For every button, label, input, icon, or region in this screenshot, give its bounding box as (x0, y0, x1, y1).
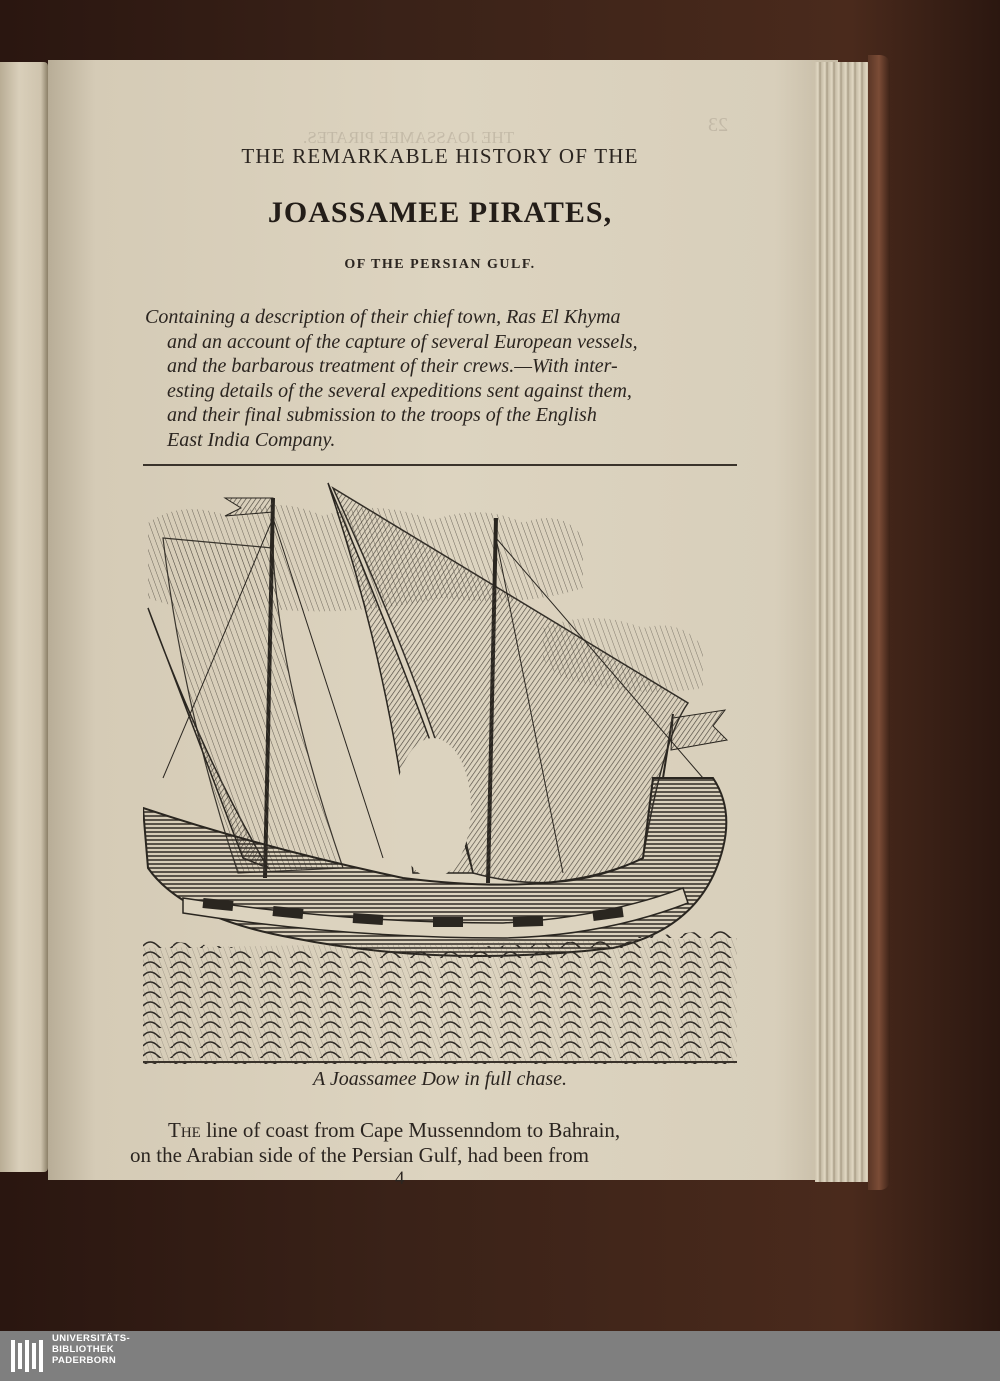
title-line-1: THE REMARKABLE HISTORY OF THE (241, 144, 639, 168)
body-line: on the Arabian side of the Persian Gulf, had been from (130, 1143, 589, 1167)
library-line: UNIVERSITÄTS- (52, 1333, 131, 1344)
footer-bar (0, 1331, 1000, 1381)
left-page-edge (0, 62, 48, 1172)
summary-line: Containing a description of their chief town, Ras El Khyma (145, 306, 621, 328)
ship-engraving (143, 478, 737, 1064)
body-line (130, 1118, 740, 1143)
summary-line: and the barbarous treatment of their crews.—With inter- (167, 355, 618, 377)
page-edges (815, 62, 873, 1182)
bleed-through-header: THE JOASSAMEE PIRATES. (303, 128, 515, 147)
body-line-1-rest: line of coast from Cape Mussenndom to Bahrain, (200, 1118, 621, 1142)
summary-line: and an account of the capture of several European vessels, (167, 330, 638, 353)
top-rule (143, 464, 737, 466)
page-number: 4 (395, 1168, 405, 1189)
title-main: JOASSAMEE PIRATES, (267, 196, 613, 229)
bleed-through-number: 23 (708, 114, 728, 136)
library-line: PADERBORN (52, 1355, 117, 1366)
library-line: BIBLIOTHEK (52, 1344, 115, 1355)
illustration-caption: A Joassamee Dow in full chase. (312, 1068, 568, 1090)
summary-line: esting details of the several expeditions sent against them, (167, 379, 632, 402)
library-name (52, 1333, 130, 1366)
drop-word: The (168, 1118, 201, 1142)
body-text (130, 1118, 740, 1168)
book-cover-edge (868, 55, 890, 1190)
summary-line: and their final submission to the troops of the English (167, 404, 597, 426)
university-library-logo-icon (9, 1338, 45, 1374)
summary-paragraph (145, 305, 740, 452)
summary-line: East India Company. (167, 428, 336, 451)
title-subtitle: OF THE PERSIAN GULF. (344, 257, 536, 272)
